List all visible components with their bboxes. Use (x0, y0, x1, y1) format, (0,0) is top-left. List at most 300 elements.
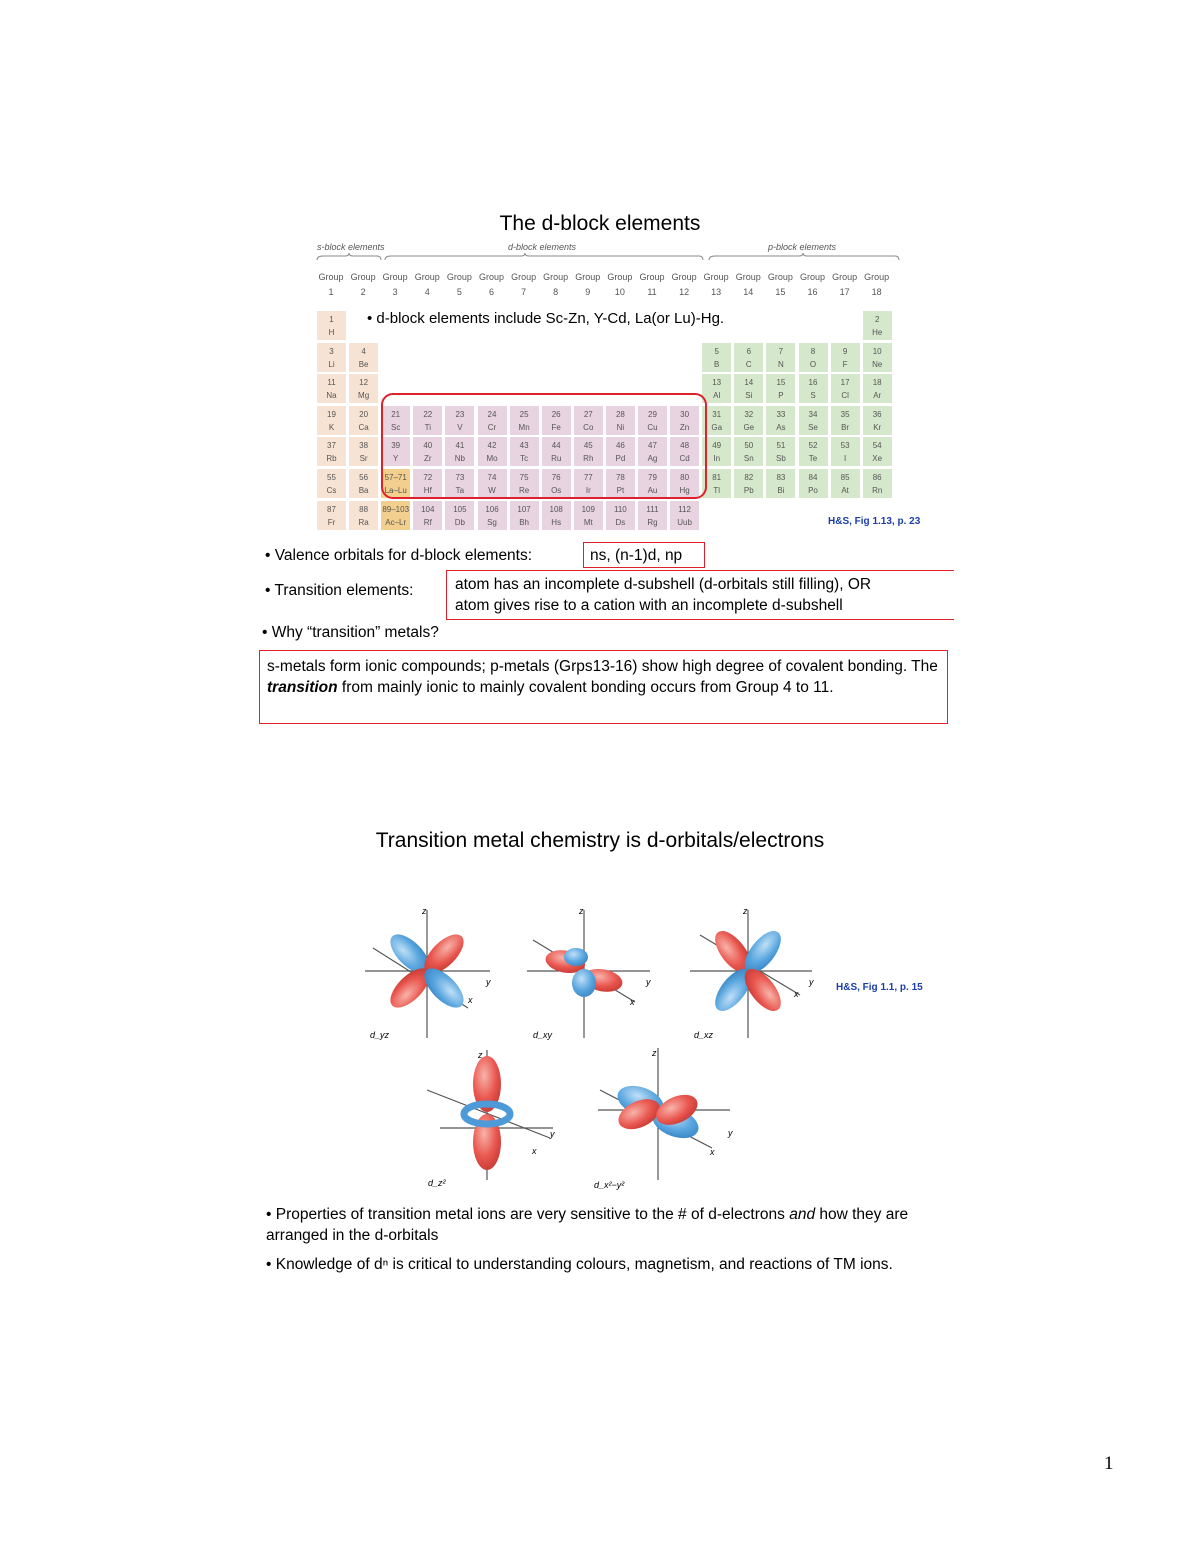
element-hs (541, 500, 572, 531)
orbital-label-dxz: d_xz (694, 1030, 714, 1040)
atomic-number: 12 (359, 378, 369, 388)
axis-y-3: y (809, 977, 814, 987)
atomic-number: 77 (583, 473, 593, 482)
atomic-number: 56 (359, 473, 369, 482)
element-n (765, 342, 796, 373)
atomic-number: 49 (712, 441, 722, 451)
atomic-number: 109 (581, 504, 595, 514)
atomic-number: 22 (423, 409, 433, 419)
element-b (701, 342, 732, 373)
element-symbol: As (776, 422, 786, 432)
atomic-number: 72 (423, 473, 433, 482)
transition-definition-box (446, 570, 954, 620)
element-ds (605, 500, 636, 531)
atomic-number: 110 (614, 504, 627, 514)
element-symbol: Co (583, 422, 594, 432)
atomic-number: 47 (648, 441, 657, 451)
s-block-label: s-block elements (317, 242, 385, 252)
element-symbol: Uub (677, 517, 692, 527)
element-rf (412, 500, 443, 531)
group-word: Group (607, 272, 633, 282)
group-word: Group (446, 272, 472, 282)
atomic-number: 29 (648, 409, 657, 419)
element-symbol: H (328, 328, 335, 337)
element-symbol: Xe (872, 454, 883, 464)
element-symbol: Li (328, 359, 335, 369)
atomic-number: 10 (872, 346, 882, 356)
axis-y-5: y (728, 1128, 733, 1138)
element-symbol: Pt (616, 486, 625, 495)
transition-line-2: atom gives rise to a cation with an incomplete d-subshell (455, 597, 843, 614)
atomic-number: 84 (808, 473, 818, 482)
element-symbol: Rb (326, 454, 337, 464)
atomic-number: 55 (327, 473, 336, 482)
atomic-number: 11 (327, 378, 336, 388)
atomic-number: 41 (455, 441, 465, 451)
group-word: Group (414, 272, 440, 282)
axis-x-1: x (468, 995, 473, 1005)
element-ge (733, 405, 764, 436)
orbital-dyz (365, 906, 491, 1040)
group-number: 8 (553, 287, 559, 297)
group-number: 12 (679, 287, 690, 297)
element-h (316, 310, 347, 341)
group-number: 16 (807, 287, 818, 297)
element-rn (862, 468, 893, 499)
element-symbol: Si (745, 391, 753, 401)
atomic-number: 20 (359, 409, 369, 419)
atomic-number: 39 (391, 441, 401, 451)
axis-z-3: z (743, 906, 748, 916)
group-word: Group (671, 272, 697, 282)
atomic-number: 32 (744, 409, 754, 419)
element-symbol: Rf (423, 517, 432, 527)
d-orbital-diagrams (0, 890, 1200, 1200)
atomic-number: 75 (519, 473, 529, 482)
atomic-number: 87 (327, 504, 336, 514)
element-symbol: Ac–Lr (385, 517, 407, 527)
element-mg (348, 373, 379, 404)
element-symbol: B (714, 359, 720, 369)
atomic-number: 13 (712, 378, 722, 388)
atomic-number: 2 (874, 315, 880, 324)
page-number: 1 (1104, 1453, 1114, 1474)
why-text-part2: from mainly ionic to mainly covalent bonding occurs from Group 4 to 11. (337, 679, 834, 696)
atomic-number: 78 (615, 473, 625, 482)
element-symbol: Au (647, 486, 658, 495)
atomic-number: 108 (549, 504, 563, 514)
element-symbol: Ti (424, 422, 431, 432)
bullet-properties (266, 1204, 946, 1246)
element-ra (348, 500, 379, 531)
valence-value-box: ns, (n-1)d, np (583, 542, 705, 568)
group-header-15 (763, 270, 797, 300)
element-symbol: Rn (872, 486, 883, 495)
group-number: 2 (360, 287, 366, 297)
axis-y-4: y (550, 1129, 555, 1139)
element-symbol: Cl (841, 391, 849, 401)
element-be (348, 342, 379, 373)
element-symbol: Sr (359, 454, 368, 464)
element-symbol: Na (326, 391, 337, 401)
element-se (798, 405, 829, 436)
atomic-number: 27 (583, 409, 593, 419)
element-bi (765, 468, 796, 499)
atomic-number: 80 (680, 473, 690, 482)
d-block-label: d-block elements (508, 242, 577, 252)
element-symbol: Pd (615, 454, 626, 464)
element-symbol: Be (358, 359, 369, 369)
group-word: Group (639, 272, 665, 282)
atomic-number: 21 (391, 409, 401, 419)
atomic-number: 34 (808, 409, 818, 419)
element-symbol: Re (518, 486, 530, 495)
atomic-number: 31 (712, 409, 722, 419)
group-header-8 (539, 270, 573, 300)
element-symbol: Ra (358, 517, 369, 527)
group-number: 17 (839, 287, 850, 297)
element-symbol: In (713, 454, 721, 464)
element-p (765, 373, 796, 404)
element-symbol: Ru (551, 454, 562, 464)
group-number: 5 (456, 287, 462, 297)
element-symbol: Ni (616, 422, 625, 432)
atomic-number: 82 (744, 473, 754, 482)
atomic-number: 17 (840, 378, 850, 388)
element-symbol: Ga (711, 422, 723, 432)
element-symbol: Tc (520, 454, 529, 464)
group-number: 18 (871, 287, 882, 297)
orbital-dxy (527, 906, 651, 1040)
element-symbol: Pb (743, 486, 754, 495)
orbital-dx2y2 (594, 1048, 733, 1190)
element-symbol: K (328, 422, 335, 432)
atomic-number: 112 (678, 504, 691, 514)
atomic-number: 104 (421, 504, 435, 514)
element-symbol: Rg (647, 517, 658, 527)
atomic-number: 28 (615, 409, 625, 419)
element-symbol: Te (808, 454, 818, 464)
element-symbol: Sb (775, 454, 786, 464)
group-header-10 (603, 270, 637, 300)
group-header-13 (699, 270, 733, 300)
group-word: Group (832, 272, 858, 282)
group-word: Group (703, 272, 729, 282)
element-symbol: Bi (777, 486, 785, 495)
orbital-dz2 (427, 1050, 555, 1188)
element-db (444, 500, 475, 531)
element-c (733, 342, 764, 373)
element-symbol: Hf (423, 486, 432, 495)
group-word: Group (318, 272, 344, 282)
element-o (798, 342, 829, 373)
element-ba (348, 468, 379, 499)
element-symbol: Ag (647, 454, 658, 464)
atomic-number: 79 (648, 473, 657, 482)
group-number: 15 (775, 287, 786, 297)
element-symbol: Y (393, 454, 399, 464)
group-number: 10 (614, 287, 625, 297)
element-symbol: Tl (713, 486, 721, 495)
element-symbol: Ge (743, 422, 755, 432)
axis-z-2: z (579, 906, 584, 916)
orbital-label-dx2y2: d_x²−y² (594, 1180, 625, 1190)
element-symbol: Db (454, 517, 465, 527)
axis-x-4: x (532, 1146, 537, 1156)
element-f (830, 342, 861, 373)
group-header-6 (475, 270, 509, 300)
d-block-highlight (381, 393, 707, 499)
element-ar (862, 373, 893, 404)
axis-y-2: y (646, 977, 651, 987)
atomic-number: 51 (776, 441, 786, 451)
group-number: 14 (743, 287, 754, 297)
group-header-3 (378, 270, 412, 300)
group-number: 3 (392, 287, 398, 297)
atomic-number: 24 (487, 409, 497, 419)
group-header-11 (635, 270, 669, 300)
atomic-number: 19 (327, 409, 336, 419)
group-header-1 (314, 270, 348, 300)
atomic-number: 53 (840, 441, 850, 451)
element-uub (669, 500, 700, 531)
group-header-5 (442, 270, 476, 300)
element-ne (862, 342, 893, 373)
atomic-number: 38 (359, 441, 369, 451)
atomic-number: 37 (327, 441, 336, 451)
element-fr (316, 500, 347, 531)
atomic-number: 14 (744, 378, 754, 388)
element-symbol: Nb (454, 454, 465, 464)
atomic-number: 3 (329, 346, 334, 356)
transition-line-1: atom has an incomplete d-subshell (d-orbitals still filling), OR (455, 576, 872, 593)
axis-x-5: x (710, 1147, 715, 1157)
element-symbol: Zr (424, 454, 432, 464)
axis-z-4: z (478, 1050, 483, 1060)
element-symbol: Sc (391, 422, 401, 432)
group-word: Group (478, 272, 504, 282)
atomic-number: 73 (455, 473, 465, 482)
element-symbol: Po (808, 486, 818, 495)
atomic-number: 107 (517, 504, 531, 514)
bullet1-part-a: • Properties of transition metal ions are very sensitive to the # of d-electrons (266, 1206, 790, 1223)
group-number: 13 (711, 287, 722, 297)
atomic-number: 105 (453, 504, 467, 514)
element-symbol: Ta (455, 486, 465, 495)
element-symbol: Hg (679, 486, 690, 495)
element-i (830, 436, 861, 467)
block-brackets (315, 252, 905, 268)
valence-label: • Valence orbitals for d-block elements: (265, 547, 533, 564)
element-symbol: I (843, 454, 847, 464)
atomic-number: 5 (714, 346, 719, 356)
atomic-number: 43 (519, 441, 529, 451)
atomic-number: 25 (519, 409, 529, 419)
slide1-reference: H&S, Fig 1.13, p. 23 (828, 516, 921, 527)
element-kr (862, 405, 893, 436)
group-header-9 (571, 270, 605, 300)
bullet1-part-b: how they are arranged in the d-orbitals (266, 1206, 909, 1244)
element-symbol: Br (841, 422, 850, 432)
element-k (316, 405, 347, 436)
element-symbol: At (841, 486, 849, 495)
atomic-number: 16 (808, 378, 818, 388)
group-word: Group (382, 272, 408, 282)
group-header-16 (796, 270, 830, 300)
element-li (316, 342, 347, 373)
element-symbol: Bh (519, 517, 529, 527)
element-symbol: Mt (583, 517, 593, 527)
element-symbol: Mn (518, 422, 530, 432)
atomic-number: 18 (872, 378, 882, 388)
orbital-label-dz2: d_z² (428, 1178, 446, 1188)
atomic-number: 8 (810, 346, 816, 356)
slide2-title: Transition metal chemistry is d-orbitals/electrons (375, 829, 825, 852)
element-symbol: La–Lu (384, 486, 407, 495)
element-symbol: Al (713, 391, 721, 401)
atomic-number: 33 (776, 409, 786, 419)
element-symbol: C (745, 359, 752, 369)
element-sg (477, 500, 508, 531)
atomic-number: 6 (746, 346, 752, 356)
why-text-emphasis: transition (267, 679, 338, 696)
atomic-number: 81 (712, 473, 722, 482)
element-as (765, 405, 796, 436)
element-symbol: Fe (551, 422, 561, 432)
atomic-number: 9 (842, 346, 848, 356)
group-number: 11 (647, 287, 657, 297)
element-sr (348, 436, 379, 467)
element-symbol: Ba (358, 486, 369, 495)
element-symbol: Zn (679, 422, 690, 432)
atomic-number: 15 (776, 378, 786, 388)
element-symbol: Ne (872, 359, 883, 369)
element-si (733, 373, 764, 404)
element-symbol: S (810, 391, 816, 401)
atomic-number: 50 (744, 441, 754, 451)
element-symbol: P (778, 391, 784, 401)
bullet1-emphasis: and (789, 1206, 816, 1223)
element-mt (573, 500, 604, 531)
atomic-number: 45 (583, 441, 593, 451)
element-at (830, 468, 861, 499)
element-symbol: Cr (487, 422, 497, 432)
element-te (798, 436, 829, 467)
atomic-number: 46 (615, 441, 625, 451)
group-header-17 (828, 270, 862, 300)
group-word: Group (735, 272, 761, 282)
element-symbol: W (488, 486, 496, 495)
atomic-number: 83 (776, 473, 786, 482)
orbital-label-dyz: d_yz (370, 1030, 390, 1040)
element-symbol: F (842, 359, 848, 369)
element-symbol: Fr (327, 517, 336, 527)
element-symbol: Cu (647, 422, 658, 432)
group-header-12 (667, 270, 701, 300)
element-symbol: Os (551, 486, 562, 495)
group-header-2 (346, 270, 380, 300)
group-number: 6 (488, 287, 494, 297)
axis-z-1: z (422, 906, 427, 916)
atomic-number: 4 (361, 346, 366, 356)
element-he (862, 310, 893, 341)
group-word: Group (350, 272, 376, 282)
atomic-number: 52 (808, 441, 818, 451)
group-header-14 (731, 270, 765, 300)
group-word: Group (799, 272, 825, 282)
element-cl (830, 373, 861, 404)
p-block-label: p-block elements (768, 242, 837, 252)
group-header-18 (860, 270, 894, 300)
element-symbol: Rh (583, 454, 594, 464)
group-word: Group (864, 272, 890, 282)
d-block-overlay-text: • d-block elements include Sc-Zn, Y-Cd, La(or Lu)-Hg. (367, 310, 725, 327)
atomic-number: 74 (487, 473, 497, 482)
axis-x-2: x (630, 997, 635, 1007)
element-rb (316, 436, 347, 467)
atomic-number: 89–103 (382, 504, 410, 514)
atomic-number: 85 (840, 473, 850, 482)
element-symbol: Mo (486, 454, 498, 464)
element-sb (765, 436, 796, 467)
element-symbol: O (809, 359, 817, 369)
element-symbol: Mg (358, 391, 370, 401)
atomic-number: 57–71 (384, 473, 407, 482)
element-symbol: Cs (326, 486, 337, 495)
atomic-number: 40 (423, 441, 433, 451)
element-symbol: Sn (743, 454, 754, 464)
element-symbol: Kr (873, 422, 882, 432)
element-cs (316, 468, 347, 499)
group-header-7 (507, 270, 541, 300)
group-number: 4 (424, 287, 430, 297)
element-ca (348, 405, 379, 436)
why-label: • Why “transition” metals? (262, 624, 439, 641)
element-ac–lr (380, 500, 411, 531)
axis-x-3: x (794, 989, 799, 999)
atomic-number: 36 (872, 409, 882, 419)
element-symbol: V (457, 422, 463, 432)
orbital-label-dxy: d_xy (533, 1030, 553, 1040)
bullet-knowledge: • Knowledge of dⁿ is critical to understanding colours, magnetism, and reactions of TM ions. (266, 1256, 893, 1273)
atomic-number: 44 (551, 441, 561, 451)
element-symbol: Hs (551, 517, 562, 527)
group-number: 1 (328, 287, 334, 297)
element-symbol: Ds (615, 517, 626, 527)
atomic-number: 86 (872, 473, 882, 482)
slide2-reference: H&S, Fig 1.1, p. 15 (836, 982, 923, 993)
atomic-number: 48 (680, 441, 690, 451)
element-br (830, 405, 861, 436)
orbital-dxz (690, 906, 814, 1040)
element-sn (733, 436, 764, 467)
atomic-number: 35 (840, 409, 850, 419)
group-number: 9 (585, 287, 591, 297)
group-word: Group (543, 272, 569, 282)
element-symbol: He (872, 328, 883, 337)
transition-label: • Transition elements: (265, 582, 414, 599)
axis-z-5: z (652, 1048, 657, 1058)
atomic-number: 106 (485, 504, 499, 514)
element-s (798, 373, 829, 404)
slide1-title: The d-block elements (499, 212, 701, 235)
atomic-number: 111 (646, 504, 659, 514)
atomic-number: 26 (551, 409, 561, 419)
group-word: Group (575, 272, 601, 282)
element-symbol: Ir (585, 486, 591, 495)
element-po (798, 468, 829, 499)
atomic-number: 54 (872, 441, 882, 451)
